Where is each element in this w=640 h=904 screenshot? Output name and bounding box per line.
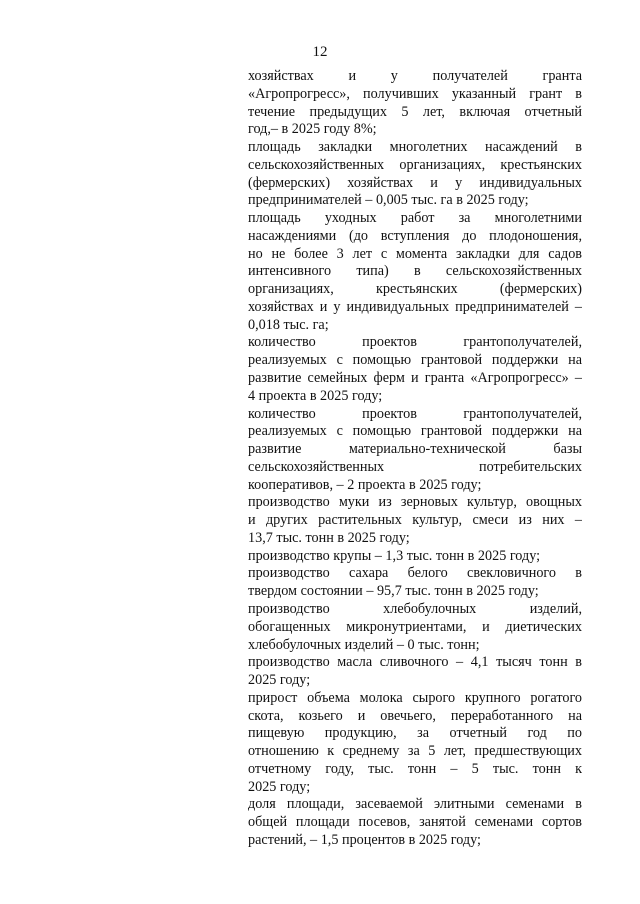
text-line: 2025 году;	[248, 778, 311, 795]
text-line: развитие материально-технической базы	[248, 441, 582, 458]
text-line: производство крупы – 1,3 тыс. тонн в 2025 году;	[248, 547, 541, 564]
text-line: производство муки из зерновых культур, овощных	[248, 494, 582, 511]
text-line: предпринимателей – 0,005 тыс. га в 2025 году;	[248, 192, 529, 209]
text-line: количество проектов грантополучателей,	[248, 334, 582, 351]
text-line: производство масла сливочного – 4,1 тысяч тонн в	[248, 654, 582, 671]
text-line: 4 проекта в 2025 году;	[248, 387, 383, 404]
document-body	[248, 68, 582, 850]
text-line: обогащенных микронутриентами, и диетических	[248, 618, 582, 635]
text-line: реализуемых с помощью грантовой поддержки на	[248, 352, 582, 369]
text-line: течение предыдущих 5 лет, включая отчетный	[248, 103, 582, 120]
text-line: (фермерских) хозяйствах и у индивидуальных	[248, 174, 582, 191]
text-line: насаждениями (до вступления до плодоношения,	[248, 227, 582, 244]
text-line: производство хлебобулочных изделий,	[248, 600, 582, 617]
text-line: твердом состоянии – 95,7 тыс. тонн в 2025 году;	[248, 583, 539, 600]
text-line: реализуемых с помощью грантовой поддержки на	[248, 423, 582, 440]
text-line: отношению к среднему за 5 лет, предшествующих	[248, 743, 582, 760]
text-line: кооперативов, – 2 проекта в 2025 году;	[248, 476, 482, 493]
page-number: 12	[312, 44, 328, 60]
text-line: скота, козьего и овечьего, переработанного на	[248, 707, 582, 724]
text-line: общей площади посевов, занятой семенами сортов	[248, 814, 582, 831]
text-line: сельскохозяйственных организациях, крестьянских	[248, 156, 582, 173]
text-line: развитие семейных ферм и гранта «Агропрогресс» –	[248, 370, 582, 387]
text-line: 2025 году;	[248, 672, 311, 689]
text-line: пищевую продукцию, за отчетный год по	[248, 725, 582, 742]
text-line: «Агропрогресс», получивших указанный грант в	[248, 85, 582, 102]
text-line: хлебобулочных изделий – 0 тыс. тонн;	[248, 636, 480, 653]
text-line: растений, – 1,5 процентов в 2025 году;	[248, 831, 481, 848]
text-line: но не более 3 лет с момента закладки для садов	[248, 245, 582, 262]
text-line: хозяйствах и у получателей гранта	[248, 68, 582, 84]
text-line: 13,7 тыс. тонн в 2025 году;	[248, 529, 410, 546]
text-line: 0,018 тыс. га;	[248, 316, 329, 333]
text-line: доля площади, засеваемой элитными семенами в	[248, 796, 582, 813]
text-line: производство сахара белого свекловичного в	[248, 565, 582, 582]
text-line: прирост объема молока сырого крупного рогатого	[248, 689, 582, 706]
text-line: хозяйствах и у индивидуальных предпринимателей –	[248, 298, 582, 315]
text-line: год,– в 2025 году 8%;	[248, 121, 377, 138]
text-line: площадь уходных работ за многолетними	[248, 210, 582, 227]
text-line: организациях, крестьянских (фермерских)	[248, 281, 582, 298]
text-line: сельскохозяйственных потребительских	[248, 458, 582, 475]
text-line: площадь закладки многолетних насаждений в	[248, 139, 582, 156]
text-line: интенсивного типа) в сельскохозяйственных	[248, 263, 582, 280]
text-line: и других растительных культур, смеси из них –	[248, 512, 582, 529]
text-line: количество проектов грантополучателей,	[248, 405, 582, 422]
text-line: отчетному году, тыс. тонн – 5 тыс. тонн к	[248, 760, 582, 777]
